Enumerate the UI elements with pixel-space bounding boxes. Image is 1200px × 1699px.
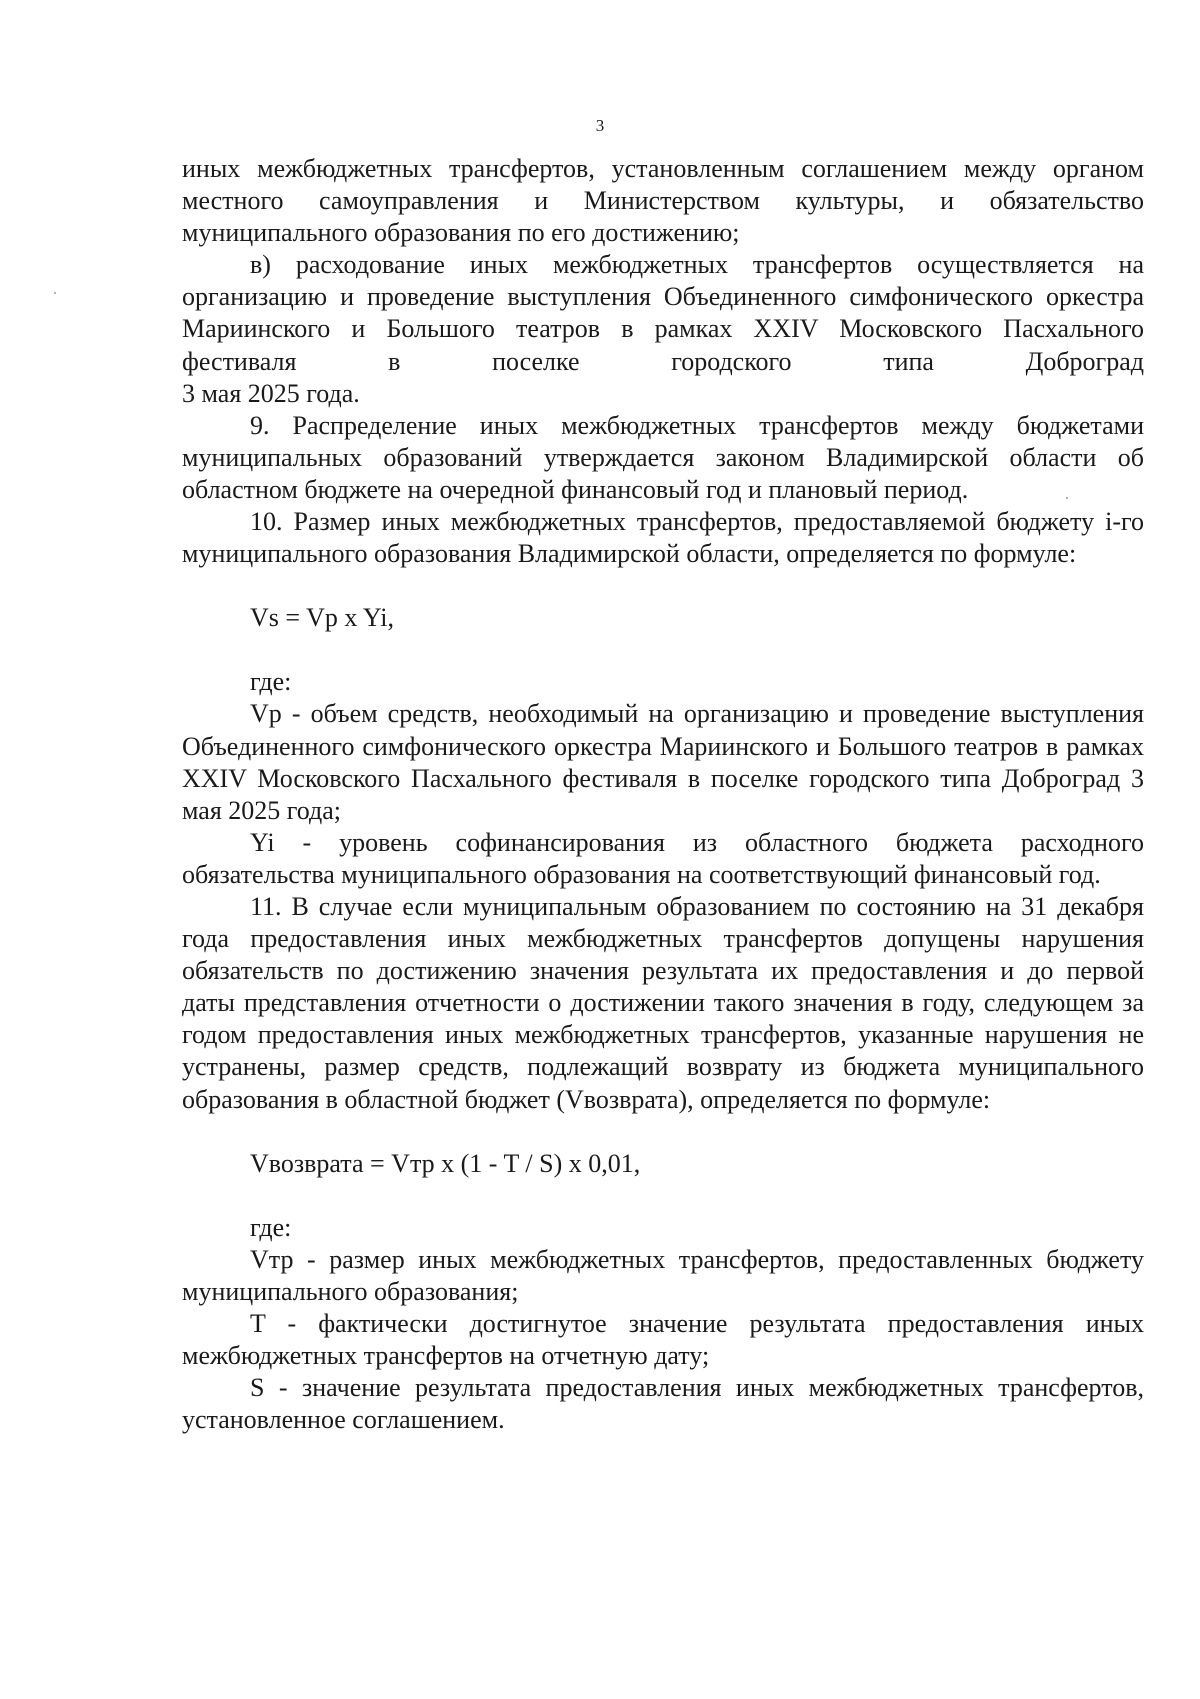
scan-speck	[54, 292, 56, 294]
definition-vp: Vp - объем средств, необходимый на организацию и проведение выступления Объединенного симфонического оркестра Мариинского и Большого театров в рамках XXIV Московского Пасхального фестиваля в поселке городского типа Доброград 3 мая 2025 года;	[182, 699, 1144, 825]
paragraph-item-9: 9. Распределение иных межбюджетных трансфертов между бюджетами муниципальных образований утверждается законом Владимирской области об областном бюджете на очередной финансовый год и плановый период.	[182, 410, 1144, 504]
paragraph-subitem-v-end: 3 мая 2025 года.	[182, 378, 360, 408]
document-body	[182, 153, 1144, 1436]
definition-t: T - фактически достигнутое значение результата предоставления иных межбюджетных трансфертов на отчетную дату;	[182, 1309, 1144, 1371]
formula-vs: Vs = Vp x Yi,	[250, 603, 394, 633]
spacer	[182, 570, 1144, 602]
formula-v-return: Vвозврата = Vтр x (1 - T / S) x 0,01,	[250, 1148, 641, 1178]
paragraph-subitem-v: в) расходование иных межбюджетных трансфертов осуществляется на организацию и проведение выступления Объединенного симфонического оркестра Мариинского и Большого театров в рамках XXIV Московского Пасхального фестиваля в поселке городского типа Доброград	[182, 250, 1144, 376]
definition-yi: Yi - уровень софинансирования из областного бюджета расходного обязательства муниципального образования на соответствующий финансовый год.	[182, 827, 1144, 889]
spacer	[182, 1116, 1144, 1148]
definition-vtr: Vтр - размер иных межбюджетных трансфертов, предоставленных бюджету муниципального образования;	[182, 1244, 1144, 1306]
definition-s: S - значение результата предоставления иных межбюджетных трансфертов, установленное соглашением.	[182, 1373, 1144, 1435]
spacer	[182, 1180, 1144, 1212]
spacer	[182, 634, 1144, 666]
paragraph-continuation: иных межбюджетных трансфертов, установленным соглашением между органом местного самоуправления и Министерством культуры, и обязательство муниципального образования по его достижению;	[182, 154, 1144, 248]
paragraph-item-10: 10. Размер иных межбюджетных трансфертов, предоставляемой бюджету i-го муниципального образования Владимирской области, определяется по формуле:	[182, 507, 1144, 569]
where-label: где:	[250, 667, 292, 697]
paragraph-item-11: 11. В случае если муниципальным образованием по состоянию на 31 декабря года предоставления иных межбюджетных трансфертов допущены нарушения обязательств по достижению значения результата их предоставления и до первой даты представления отчетности о достижении такого значения в году, следующем за годом предоставления иных межбюджетных трансфертов, указанные нарушения не устранены, размер средств, подлежащий возврату из бюджета муниципального образования в областной бюджет (Vвозврата), определяется по формуле:	[182, 891, 1144, 1114]
where-label: где:	[250, 1212, 292, 1242]
page-number: 3	[595, 116, 605, 135]
scan-speck	[1066, 497, 1068, 499]
